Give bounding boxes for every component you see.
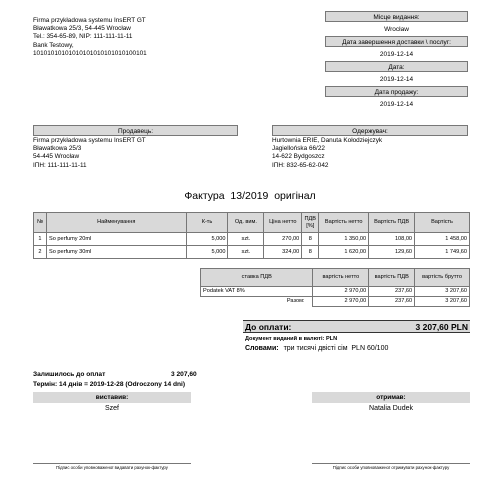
cell-vat-value: 108,00 — [369, 233, 415, 246]
issuer-line: 10101010101010101010101010100101 — [33, 49, 147, 57]
sale-date-value: 2019-12-14 — [379, 101, 414, 108]
vat-cell-vat: 237,60 — [369, 287, 415, 297]
cell-qty: 5,000 — [186, 246, 228, 259]
amount-due-value: 3 207,60 PLN — [415, 322, 468, 332]
cell-vat-rate: 8 — [302, 233, 319, 246]
seller-line: Firma przykładowa systemu InsERT GT — [33, 137, 146, 144]
cell-name: So perfumy 30ml — [46, 246, 186, 259]
amount-in-words — [245, 345, 388, 353]
receiver-signature-box — [312, 392, 470, 464]
col-header-net-price: Ціна нетто — [264, 213, 302, 233]
words-label: Словами: — [245, 345, 279, 352]
vat-cell-net: 2 970,00 — [313, 287, 369, 297]
col-header-unit: Од. вим. — [228, 213, 264, 233]
col-header-name: Найменування — [46, 213, 186, 233]
seller-line: Bławatkowa 25/3 — [33, 145, 82, 153]
meta-block — [325, 11, 468, 110]
vat-col-net: вартість нетто — [313, 269, 369, 287]
seller-line: ІПН: 111-111-11-11 — [33, 161, 87, 169]
currency-note: Документ виданий в валюті: PLN — [245, 336, 338, 342]
issued-by-name: Szef — [104, 405, 119, 412]
col-header-qty: К-ть — [186, 213, 228, 233]
buyer-line: ІПН: 832-65-62-042 — [272, 161, 329, 169]
received-by-name: Natalia Dudek — [369, 405, 413, 412]
cell-vat-value: 129,60 — [369, 246, 415, 259]
issuer-line: Tel.: 354-65-89, NIP: 111-111-11-11 — [33, 33, 133, 41]
cell-net-price: 270,00 — [264, 233, 302, 246]
items-table — [33, 212, 470, 259]
cell-net-value: 1 620,00 — [319, 246, 369, 259]
cell-qty: 5,000 — [186, 233, 228, 246]
seller-heading: Продавець: — [33, 125, 238, 136]
cell-vat-rate: 8 — [302, 246, 319, 259]
cell-net-price: 324,00 — [264, 246, 302, 259]
vat-cell-rate: Podatek VAT 8% — [201, 287, 313, 297]
vat-col-rate: ставка ПДВ — [201, 269, 313, 287]
col-header-vat-value: Вартість ПДВ — [369, 213, 415, 233]
buyer-line: 14-622 Bydgoszcz — [272, 153, 325, 161]
amount-due-label: До оплати: — [245, 322, 292, 332]
vat-total-net: 2 970,00 — [313, 297, 369, 307]
table-row — [34, 246, 470, 259]
issue-date-value: 2019-12-14 — [379, 76, 414, 83]
receiver-signature-caption: Підпис особи уповноваженої отримувати рахунок-фактуру — [312, 463, 470, 470]
place-value: Wrocław — [384, 26, 409, 33]
delivery-date-label: Дата завершення доставки \ послуг: — [325, 36, 468, 47]
cell-number: 1 — [34, 233, 47, 246]
received-by-heading: отримав: — [312, 392, 470, 403]
buyer-line: Hurtownia ERIE, Danuta Kołodziejczyk — [272, 137, 383, 144]
vat-total-vat: 237,60 — [369, 297, 415, 307]
buyer-line: Jagiellońska 66/22 — [272, 145, 325, 153]
table-row — [34, 233, 470, 246]
vat-col-gross: вартість брутто — [415, 269, 470, 287]
issuer-block — [33, 17, 243, 58]
cell-unit: szt. — [228, 246, 264, 259]
words-value: три тисячі двісті сім PLN 60/100 — [283, 345, 389, 352]
cell-net-value: 1 350,00 — [319, 233, 369, 246]
remaining-label: Залишилось до оплат — [33, 371, 106, 378]
issuer-signature-caption: Підпис особи уповноваженої видавати рахунок-фактуру — [33, 463, 191, 470]
sale-date-label: Дата продажу: — [325, 86, 468, 97]
vat-summary-table — [200, 268, 470, 307]
vat-total-label: Разом: — [286, 298, 305, 305]
issued-by-heading: виставив: — [33, 392, 191, 403]
issuer-line: Bank Testowy, — [33, 41, 74, 49]
vat-cell-gross: 3 207,60 — [415, 287, 470, 297]
col-header-vat-rate: ПДВ [%] — [302, 213, 319, 233]
issuer-signature-box — [33, 392, 191, 464]
cell-gross-value: 1 458,00 — [415, 233, 470, 246]
issuer-line: Firma przykładowa systemu InsERT GT — [33, 17, 146, 24]
cell-name: So perfumy 20ml — [46, 233, 186, 246]
delivery-date-value: 2019-12-14 — [379, 51, 414, 58]
cell-gross-value: 1 749,60 — [415, 246, 470, 259]
remaining-value: 3 207,60 — [171, 371, 197, 378]
issuer-line: Bławatkowa 25/3, 54-445 Wrocław — [33, 25, 131, 33]
col-header-number: № — [34, 213, 47, 233]
cell-unit: szt. — [228, 233, 264, 246]
payment-term: Термін: 14 днів = 2019-12-28 (Odroczony 14 dni) — [33, 381, 186, 388]
seller-line: 54-445 Wrocław — [33, 153, 80, 161]
seller-block — [33, 125, 238, 170]
vat-total-gross: 3 207,60 — [415, 297, 470, 307]
buyer-heading: Одержувач: — [272, 125, 468, 136]
table-row — [201, 287, 470, 297]
vat-col-vat: вартість ПДВ — [369, 269, 415, 287]
col-header-gross-value: Вартість — [415, 213, 470, 233]
vat-total-row — [201, 297, 470, 307]
items-header-row — [34, 213, 470, 233]
issue-date-label: Дата: — [325, 61, 468, 72]
col-header-net-value: Вартість нетто — [319, 213, 369, 233]
buyer-block — [272, 125, 468, 170]
invoice-title: Фактура 13/2019 оригінал — [184, 190, 316, 202]
cell-number: 2 — [34, 246, 47, 259]
amount-due-bar — [243, 320, 470, 333]
place-label: Місце видання: — [325, 11, 468, 22]
vat-header-row — [201, 269, 470, 287]
